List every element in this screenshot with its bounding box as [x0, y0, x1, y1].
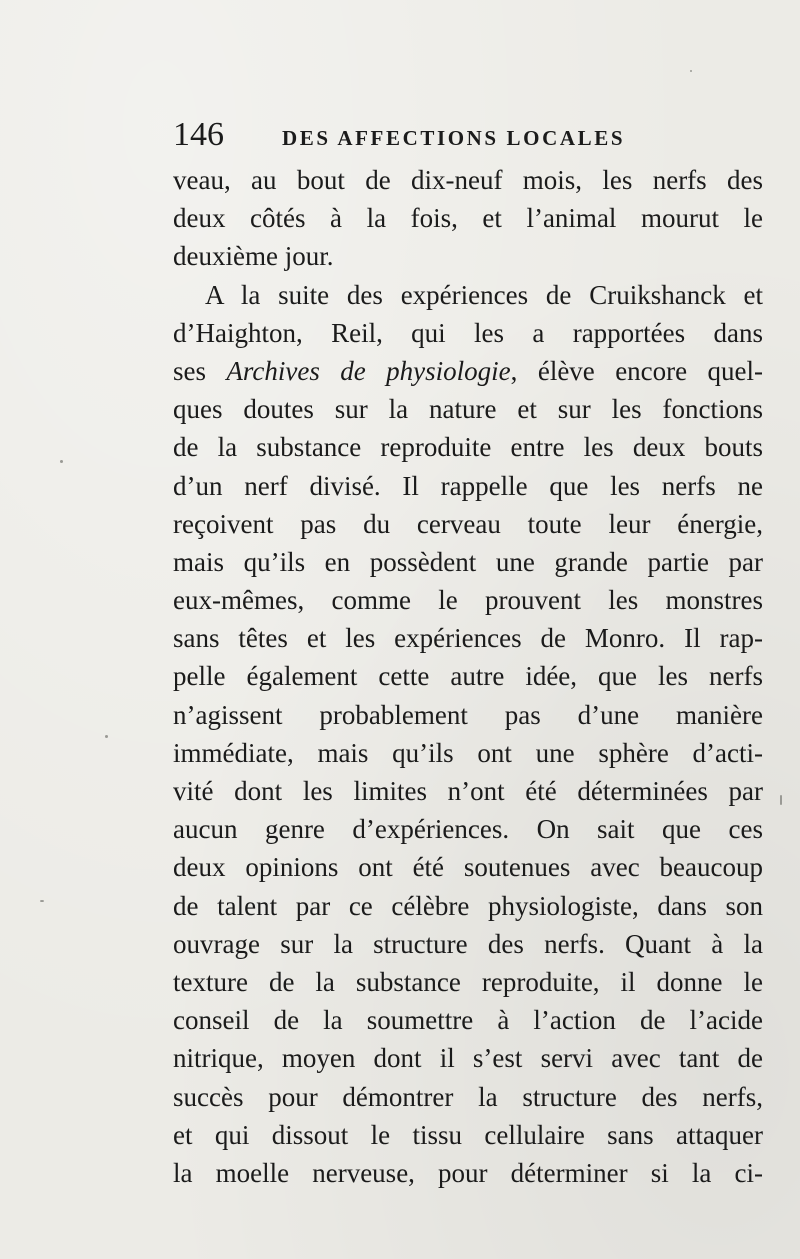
text-line: veau, au bout de dix-neuf mois, les nerfs des — [173, 165, 763, 195]
text-line: ouvrage sur la structure des nerfs. Quant à la — [173, 928, 763, 959]
text-line: nitrique, moyen dont il s’est servi avec tant de — [173, 1043, 763, 1074]
text-line: texture de la substance reproduite, il donne le — [173, 966, 763, 997]
text-line: de talent par ce célèbre physiologiste, dans son — [173, 890, 763, 921]
text-line: d’un nerf divisé. Il rappelle que les nerfs ne — [173, 470, 763, 501]
speck — [780, 795, 782, 805]
text-line: reçoivent pas du cerveau toute leur énergie, — [173, 508, 763, 539]
text-line: conseil de la soumettre à l’action de l’acide — [173, 1005, 763, 1036]
text-fragment: , élève encore quel- — [510, 355, 764, 386]
page-header — [173, 116, 773, 156]
text-line: n’agissent probablement pas d’une manière — [173, 699, 763, 730]
book-title: Archives de physiologie — [226, 355, 511, 386]
text-line: A la suite des expériences de Cruikshanck et — [205, 279, 763, 310]
text-line: d’Haighton, Reil, qui les a rapportées dans — [173, 317, 763, 348]
text-line: succès pour démontrer la structure des nerfs, — [173, 1081, 763, 1112]
speck — [40, 900, 44, 902]
text-line: deux opinions ont été soutenues avec beaucoup — [173, 852, 763, 883]
text-line: eux-mêmes, comme le prouvent les monstres — [173, 585, 763, 616]
page-number: 146 — [173, 116, 224, 153]
text-line: immédiate, mais qu’ils ont une sphère d’acti- — [173, 737, 763, 768]
speck — [105, 735, 108, 738]
text-line: de la substance reproduite entre les deux bouts — [173, 432, 763, 463]
text-line: deuxième jour. — [173, 241, 334, 272]
text-line: deux côtés à la fois, et l’animal mourut le — [173, 203, 763, 234]
text-line: sans têtes et les expériences de Monro. Il rap- — [173, 623, 763, 654]
text-line: la moelle nerveuse, pour déterminer si la ci- — [173, 1157, 763, 1188]
speck — [690, 70, 692, 72]
running-head: DES AFFECTIONS LOCALES — [282, 126, 626, 150]
text-line: et qui dissout le tissu cellulaire sans attaquer — [173, 1119, 763, 1150]
text-line: mais qu’ils en possèdent une grande partie par — [173, 546, 763, 577]
body-text — [173, 161, 763, 1192]
text-line: ques doutes sur la nature et sur les fonctions — [173, 394, 763, 425]
text-fragment: ses — [173, 355, 206, 386]
text-line: aucun genre d’expériences. On sait que ces — [173, 814, 763, 845]
text-line: pelle également cette autre idée, que les nerfs — [173, 661, 763, 692]
speck — [60, 460, 63, 463]
text-line — [173, 352, 763, 390]
text-line: vité dont les limites n’ont été déterminées par — [173, 776, 763, 806]
